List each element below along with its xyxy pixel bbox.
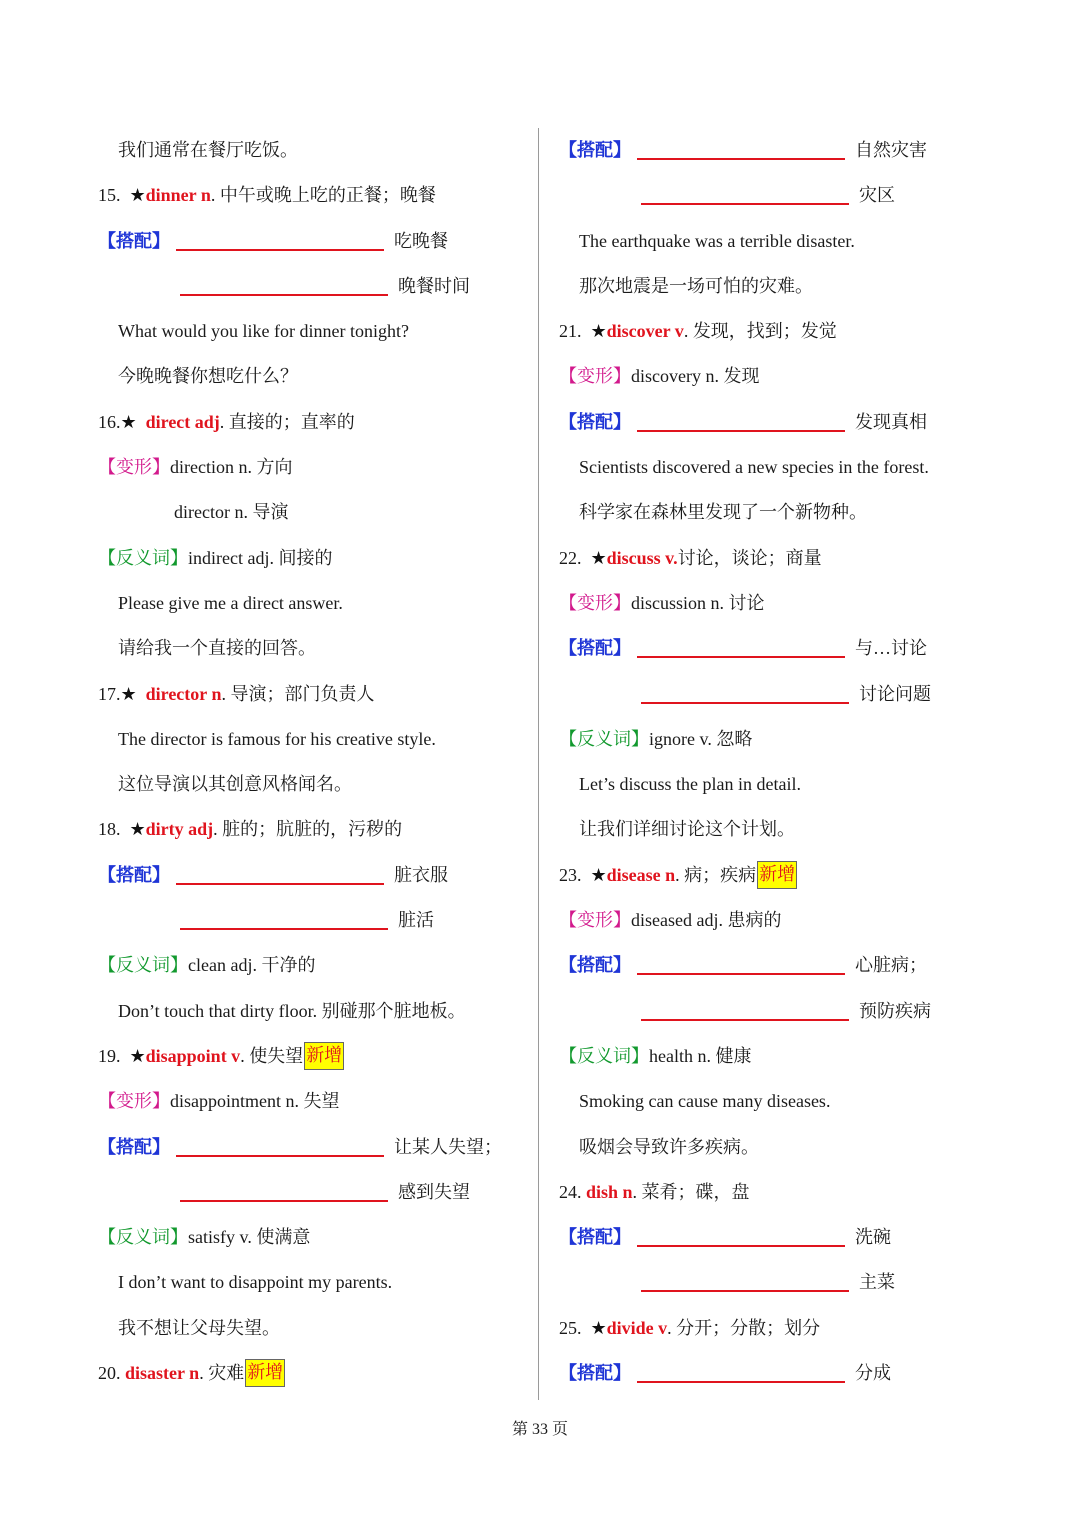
example-en: What would you like for dinner tonight? (118, 321, 409, 342)
star-icon: ★ (129, 1045, 146, 1066)
collocation-line: 【搭配】 心脏病； (559, 943, 989, 988)
answer-blank[interactable] (637, 951, 845, 975)
new-badge: 新增 (304, 1042, 344, 1070)
example-zh: 那次地震是一场可怕的灾难。 (579, 275, 813, 296)
antonym-tag: 【反义词】 (98, 955, 188, 976)
entry-header: 23. ★disease n. 病；疾病 新增 (559, 853, 989, 898)
answer-blank[interactable] (637, 634, 845, 658)
variant-tag: 【变形】 (559, 366, 631, 387)
collocation-line: 【搭配】 与…讨论 (559, 626, 989, 671)
collocation-line: 【搭配】 脏衣服 (98, 853, 528, 898)
new-badge: 新增 (245, 1359, 285, 1387)
collocation-line: 【搭配】 吃晚餐 (98, 219, 528, 264)
collocation-line: 讨论问题 (559, 672, 989, 717)
star-icon: ★ (129, 819, 146, 840)
entry-header: 21. ★discover v. 发现，找到；发觉 (559, 321, 837, 342)
entry-header: 16.★ direct adj. 直接的；直率的 (98, 411, 355, 432)
column-divider (538, 128, 539, 1400)
example-en: Scientists discovered a new species in the forest. (579, 457, 929, 478)
collocation-line: 【搭配】 发现真相 (559, 400, 989, 445)
answer-blank[interactable] (637, 408, 845, 432)
example-en: I don’t want to disappoint my parents. (118, 1272, 393, 1293)
entry-header: 24. dish n. 菜肴；碟，盘 (559, 1181, 750, 1202)
antonym-line: 【反义词】clean adj. 干净的 (98, 955, 316, 976)
entry-header: 18. ★dirty adj. 脏的；肮脏的，污秽的 (98, 819, 403, 840)
collocation-tag: 【搭配】 (98, 1136, 170, 1157)
variant-tag: 【变形】 (559, 910, 631, 931)
example-en: Smoking can cause many diseases. (579, 1091, 831, 1112)
answer-blank[interactable] (176, 861, 384, 885)
variant-tag: 【变形】 (98, 1091, 170, 1112)
collocation-tag: 【搭配】 (559, 955, 631, 976)
answer-blank[interactable] (641, 181, 849, 205)
headword: dirty adj (145, 819, 214, 840)
collocation-tag: 【搭配】 (559, 638, 631, 659)
answer-blank[interactable] (176, 227, 384, 251)
answer-blank[interactable] (637, 1359, 845, 1383)
collocation-tag: 【搭配】 (98, 864, 170, 885)
star-icon: ★ (590, 1317, 607, 1338)
sentence-line: 我们通常在餐厅吃饭。 (118, 140, 298, 160)
antonym-line: 【反义词】ignore v. 忽略 (559, 728, 753, 749)
antonym-line: 【反义词】indirect adj. 间接的 (98, 547, 333, 568)
variant-line: director n. 导演 (174, 502, 289, 523)
entry-header: 22. ★discuss v.讨论，谈论；商量 (559, 547, 822, 568)
headword: disease n (606, 864, 676, 885)
star-icon: ★ (590, 547, 607, 568)
star-icon: ★ (120, 683, 137, 704)
collocation-tag: 【搭配】 (559, 1227, 631, 1248)
headword: director n (145, 683, 222, 704)
variant-line: 【变形】discovery n. 发现 (559, 366, 760, 387)
example-en: The earthquake was a terrible disaster. (579, 230, 855, 251)
collocation-line: 【搭配】 让某人失望； (98, 1125, 528, 1170)
collocation-tag: 【搭配】 (559, 411, 631, 432)
example-zh: 我不想让父母失望。 (118, 1317, 280, 1338)
collocation-line: 预防疾病 (559, 989, 989, 1034)
entry-header: 15. ★dinner n. 中午或晚上吃的正餐；晚餐 (98, 185, 436, 206)
variant-line: 【变形】direction n. 方向 (98, 457, 293, 478)
right-column (559, 128, 989, 1396)
collocation-line: 感到失望 (98, 1170, 528, 1215)
antonym-tag: 【反义词】 (98, 1227, 188, 1248)
collocation-line: 灾区 (559, 173, 989, 218)
collocation-line: 脏活 (98, 898, 528, 943)
answer-blank[interactable] (180, 272, 388, 296)
entry-header: 19. ★disappoint v. 使失望 新增 (98, 1034, 528, 1079)
example-zh: 科学家在森林里发现了一个新物种。 (579, 502, 867, 523)
star-icon: ★ (590, 321, 607, 342)
star-icon: ★ (129, 185, 146, 206)
answer-blank[interactable] (180, 1178, 388, 1202)
entry-header: 20. disaster n. 灾难 新增 (98, 1351, 528, 1396)
headword: divide v (606, 1317, 668, 1338)
example-zh: 吸烟会导致许多疾病。 (579, 1136, 759, 1157)
collocation-line: 【搭配】 洗碗 (559, 1215, 989, 1260)
example-zh: 今晚晚餐你想吃什么？ (118, 366, 298, 387)
new-badge: 新增 (757, 861, 797, 889)
headword: disappoint v (145, 1045, 241, 1066)
answer-blank[interactable] (637, 136, 845, 160)
answer-blank[interactable] (641, 680, 849, 704)
answer-blank[interactable] (641, 997, 849, 1021)
collocation-line: 晚餐时间 (98, 264, 528, 309)
variant-line: 【变形】diseased adj. 患病的 (559, 910, 782, 931)
antonym-tag: 【反义词】 (559, 1045, 649, 1066)
headword: discover v (606, 321, 684, 342)
headword: direct adj (145, 411, 220, 432)
headword: dish n (586, 1181, 633, 1202)
entry-header: 25. ★divide v. 分开；分散；划分 (559, 1317, 821, 1338)
variant-line: 【变形】discussion n. 讨论 (559, 592, 765, 613)
collocation-tag: 【搭配】 (559, 140, 631, 160)
variant-tag: 【变形】 (559, 592, 631, 613)
entry-header: 17.★ director n. 导演；部门负责人 (98, 683, 375, 704)
example-en: Please give me a direct answer. (118, 592, 343, 613)
star-icon: ★ (590, 864, 607, 885)
answer-blank[interactable] (180, 906, 388, 930)
example-en: The director is famous for his creative style. (118, 728, 436, 749)
answer-blank[interactable] (637, 1223, 845, 1247)
antonym-line: 【反义词】satisfy v. 使满意 (98, 1227, 311, 1248)
headword: dinner n (145, 185, 211, 206)
example-zh: 请给我一个直接的回答。 (118, 638, 316, 659)
example-zh: 让我们详细讨论这个计划。 (579, 819, 795, 840)
collocation-line: 【搭配】 分成 (559, 1351, 989, 1396)
example-zh: 这位导演以其创意风格闻名。 (118, 774, 352, 795)
collocation-tag: 【搭配】 (559, 1363, 631, 1384)
collocation-line: 主菜 (559, 1260, 989, 1305)
variant-line: 【变形】disappointment n. 失望 (98, 1091, 340, 1112)
collocation-tag: 【搭配】 (98, 230, 170, 251)
answer-blank[interactable] (641, 1268, 849, 1292)
variant-tag: 【变形】 (98, 457, 170, 478)
page-number: 第 33 页 (511, 1421, 568, 1438)
antonym-line: 【反义词】health n. 健康 (559, 1045, 752, 1066)
antonym-tag: 【反义词】 (559, 728, 649, 749)
example-en: Don’t touch that dirty floor. 别碰那个脏地板。 (118, 1000, 466, 1021)
antonym-tag: 【反义词】 (98, 547, 188, 568)
collocation-line: 【搭配】 自然灾害 (559, 128, 989, 173)
left-column (98, 128, 528, 1396)
example-en: Let’s discuss the plan in detail. (579, 774, 801, 795)
star-icon: ★ (120, 411, 137, 432)
headword: disaster n (125, 1363, 200, 1384)
headword: discuss v. (606, 547, 678, 568)
answer-blank[interactable] (176, 1133, 384, 1157)
